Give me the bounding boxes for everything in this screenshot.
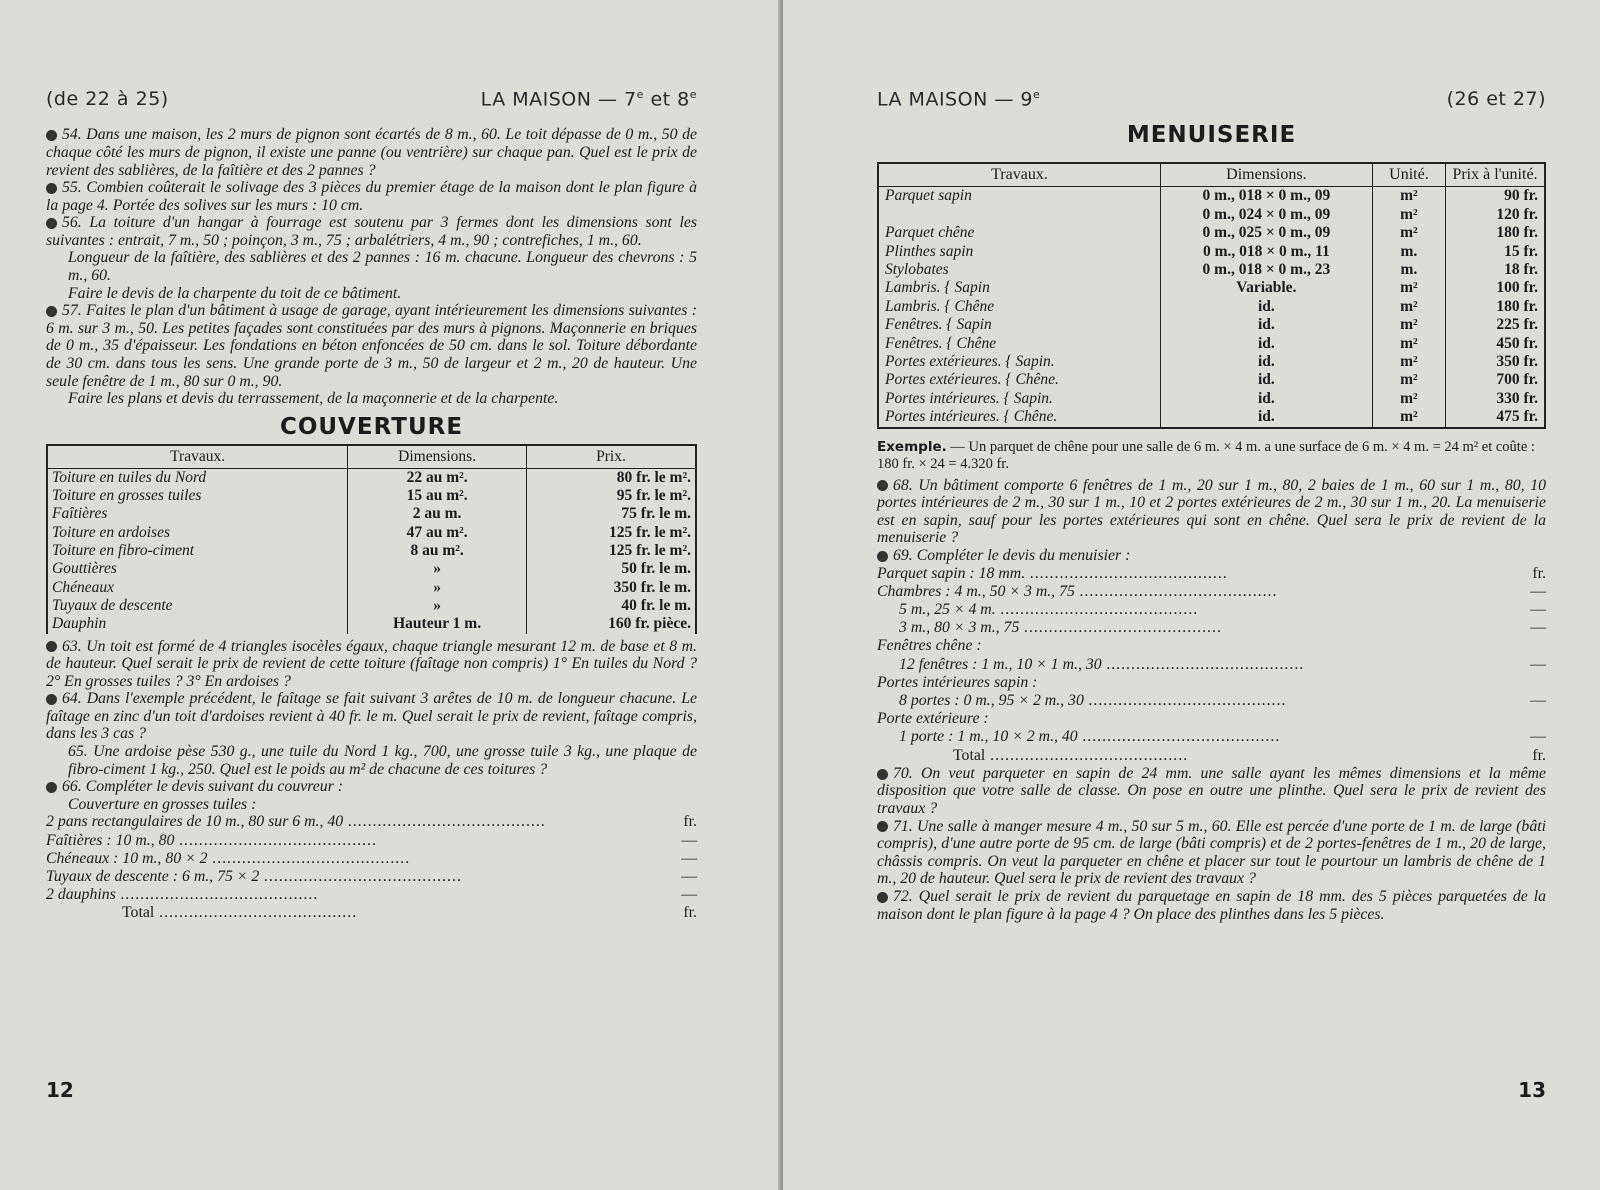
cell-dimensions: 0 m., 025 × 0 m., 09 [1160, 224, 1372, 242]
devis-line [877, 728, 1546, 746]
cell-dimensions: » [348, 560, 527, 578]
cell-unite: m² [1372, 279, 1445, 297]
bullet-icon [877, 892, 888, 903]
cell-unite: m² [1372, 390, 1445, 408]
exercise-54: 54. Dans une maison, les 2 murs de pignon sont écartés de 8 m., 60. Le toit dépasse de 0 m., 50 de chaque côté les murs de pignon, il existe une panne (ou ventrière) sur chaque pan. Quel est le prix de revient des sablières, de la faîtière et des 2 pannes ? [46, 126, 697, 179]
exercise-57-task: Faire les plans et devis du terrassement, de la maçonnerie et de la charpente. [68, 390, 559, 408]
exercise-70: 70. On veut parqueter en sapin de 24 mm. une salle ayant les mêmes dimensions et la même disposition que votre salle de classe. On pose en outre une plinthe. Quel sera le prix de revient des travaux ? [877, 764, 1546, 817]
cell-prix: 350 fr. [1446, 353, 1546, 371]
cell-prix: 700 fr. [1446, 371, 1546, 389]
devis-line-label: 5 m., 25 × 4 m. ..... [899, 601, 1199, 619]
cell-prix: 18 fr. [1446, 261, 1546, 279]
section-title-couverture: COUVERTURE [279, 413, 464, 440]
cell-travaux: Lambris. { Chêne [885, 297, 995, 315]
exercise-71: 71. Une salle à manger mesure 4 m., 50 sur 5 m., 60. Elle est percée d'une porte de 1 m. de large (bâti compris), d'une autre porte de 95 cm. de large (bâti compris) et de 2 portes-fenêtres de 1 m., 20 de large, châssis compris. On veut la parqueter en chêne et placer sur tout le pourtour un lambris de chêne de 1 m., 20 de hauteur. Quel sera le prix de revient des travaux ? [877, 817, 1546, 888]
cell-unite: m² [1372, 408, 1445, 427]
cell-unite: m² [1372, 371, 1445, 389]
cell-travaux [878, 206, 1160, 224]
table-row [48, 615, 695, 633]
bullet-icon [46, 183, 57, 194]
cell-dimensions: 47 au m². [348, 524, 527, 542]
total-label: Total [122, 904, 155, 922]
devis-line-amount [1516, 710, 1546, 728]
devis-line [877, 565, 1546, 583]
devis-line-label: 2 pans rectangulaires de 10 m., 80 sur 6 m., 40 ..... [46, 813, 546, 831]
cell-travaux: Toiture en grosses tuiles [52, 487, 202, 505]
devis-line-label: 2 dauphins ..... [46, 886, 319, 904]
cell-dimensions: 8 au m². [348, 542, 527, 560]
exercise-56-lengths: Longueur de la faîtière, des sablières et des 2 pannes : 16 m. chacune. Longueur des chevrons : 5 m., 60. [68, 249, 697, 285]
devis-line-amount [1516, 637, 1546, 655]
cell-travaux: Portes intérieures. { Chêne. [885, 408, 1058, 426]
table-row [48, 487, 695, 505]
running-header [46, 88, 697, 110]
cell-prix: 75 fr. le m. [526, 505, 695, 523]
exercise-64: 64. Dans l'exemple précédent, le faîtage se fait suivant 3 arêtes de 10 m. de longueur chacune. Le faîtage en zinc d'un toit d'ardoises revient à 40 fr. le m. Quel serait le prix de revient, faîtage compris, dans les 3 cas ? [46, 690, 697, 743]
exercise-69: 69. Compléter le devis du menuisier : [877, 547, 1546, 565]
exercise-57: 57. Faites le plan d'un bâtiment à usage de garage, ayant intérieurement les dimensions suivantes : 6 m. sur 3 m., 50. Les petites façades sont constituées par des murs à pignons. Maçonnerie en briques de 0 m., 35 d'épaisseur. Les fondations en béton enfoncées de 50 cm. dans le sol. Toiture débordante de 30 cm. dans tous les sens. Une grande porte de 3 m., 50 de largeur et 2 m., 20 de hauteur. Une seule fenêtre de 1 m., 80 sur 0 m., 90. [46, 302, 697, 390]
cell-dimensions: 2 au m. [348, 505, 527, 523]
cell-prix: 40 fr. le m. [526, 597, 695, 615]
devis-line [46, 886, 697, 904]
menuiserie-table [877, 162, 1546, 428]
table-row [878, 408, 1545, 427]
bullet-icon [877, 480, 888, 491]
exercise-72: 72. Quel serait le prix de revient du parquetage en sapin de 18 mm. des 5 pièces parquetées de la maison dont le plan figure à la page 4 ? On place des plinthes dans les 5 pièces. [877, 887, 1546, 923]
cell-travaux: Toiture en tuiles du Nord [52, 468, 207, 486]
page-number-left: 12 [46, 1078, 74, 1102]
devis-line [877, 583, 1546, 601]
cell-travaux: Gouttières [52, 560, 117, 578]
cell-dimensions: id. [1160, 371, 1372, 389]
cell-prix: 125 fr. le m². [526, 542, 695, 560]
page-range: (de 22 à 25) [46, 88, 169, 110]
devis-line-amount: fr. [1532, 564, 1546, 582]
cell-unite: m² [1372, 187, 1445, 206]
devis-line-label: 1 porte : 1 m., 10 × 2 m., 40 ..... [899, 728, 1281, 746]
table-row [48, 579, 695, 597]
section-title-menuiserie: MENUISERIE [1126, 122, 1297, 149]
cell-travaux: Toiture en fibro-ciment [52, 542, 195, 560]
table-row [878, 316, 1545, 334]
devis-total-row-right [877, 747, 1546, 765]
cell-prix: 90 fr. [1446, 187, 1546, 206]
devis-line-amount [1516, 674, 1546, 692]
col-header-dimensions: Dimensions. [1160, 163, 1372, 187]
cell-prix: 475 fr. [1446, 408, 1546, 427]
cell-prix: 330 fr. [1446, 390, 1546, 408]
devis-line [46, 868, 697, 886]
cell-prix: 15 fr. [1446, 243, 1546, 261]
cell-prix: 350 fr. le m. [526, 579, 695, 597]
cell-dimensions: 0 m., 024 × 0 m., 09 [1160, 206, 1372, 224]
cell-dimensions: Hauteur 1 m. [348, 615, 527, 633]
cell-travaux: Stylobates [885, 260, 949, 278]
cell-travaux: Portes extérieures. { Chêne. [885, 371, 1059, 389]
devis-line-label: Fenêtres chêne : [877, 637, 982, 655]
table-row [878, 298, 1545, 316]
cell-travaux: Tuyaux de descente [52, 596, 173, 614]
devis-line [877, 692, 1546, 710]
cell-travaux: Portes extérieures. { Sapin. [885, 352, 1055, 370]
cell-prix: 160 fr. pièce. [526, 615, 695, 633]
chapter-title: LA MAISON — 7e et 8e [480, 88, 697, 111]
devis-line-label: Faîtières : 10 m., 80 ..... [46, 832, 377, 850]
table-row [878, 390, 1545, 408]
total-label: Total [953, 746, 986, 764]
devis-line [877, 619, 1546, 637]
table-row [878, 353, 1545, 371]
running-header-right [877, 88, 1546, 110]
bullet-icon [877, 551, 888, 562]
exercise-66: 66. Compléter le devis suivant du couvreur : [46, 778, 697, 796]
bullet-icon [46, 782, 57, 793]
cell-dimensions: id. [1160, 335, 1372, 353]
cell-travaux: Faîtières [52, 505, 108, 523]
cell-prix: 180 fr. [1446, 298, 1546, 316]
devis-line-label: 12 fenêtres : 1 m., 10 × 1 m., 30 ..... [899, 656, 1305, 674]
bullet-icon [46, 130, 57, 141]
cell-prix: 225 fr. [1446, 316, 1546, 334]
devis-line-label: Porte extérieure : [877, 710, 989, 728]
exemple-note: Exemple. — Un parquet de chêne pour une salle de 6 m. × 4 m. a une surface de 6 m. × 4 m. = 24 m² et coûte : 180 fr. × 24 = 4.320 fr. [877, 438, 1535, 472]
devis-line-label: Parquet sapin : 18 mm. ..... [877, 565, 1228, 583]
devis-line-amount: — [681, 831, 697, 849]
devis-line-label: Chambres : 4 m., 50 × 3 m., 75 ..... [877, 583, 1278, 601]
cell-dimensions: id. [1160, 390, 1372, 408]
table-row [878, 187, 1545, 206]
devis-line [877, 637, 1546, 655]
cell-travaux: Chéneaux [52, 578, 114, 596]
cell-travaux: Fenêtres. { Chêne [885, 334, 997, 352]
bullet-icon [877, 769, 888, 780]
devis-line [46, 813, 697, 831]
devis-line-label: Chéneaux : 10 m., 80 × 2 ..... [46, 850, 411, 868]
table-row [48, 542, 695, 560]
col-header-travaux: Travaux. [878, 163, 1160, 187]
cell-prix: 95 fr. le m². [526, 487, 695, 505]
devis-line-amount: — [681, 868, 697, 886]
devis-line [877, 710, 1546, 728]
cell-dimensions: id. [1160, 316, 1372, 334]
exercise-55: 55. Combien coûterait le solivage des 3 pièces du premier étage de la maison dont le plan figure à la page 4. Portée des solives sur les murs : 10 cm. [46, 179, 697, 214]
page-range-right: (26 et 27) [1446, 88, 1546, 110]
exercise-56-task: Faire le devis de la charpente du toit de ce bâtiment. [68, 284, 402, 302]
table-row [48, 505, 695, 523]
table-row [878, 261, 1545, 279]
total-unit: fr. [683, 904, 697, 922]
chapter-title-right: LA MAISON — 9e [877, 88, 1041, 111]
table-row [48, 524, 695, 542]
devis-total-row [46, 904, 697, 922]
table-row [48, 468, 695, 487]
table-row [878, 206, 1545, 224]
cell-travaux: Parquet chêne [885, 224, 975, 242]
couverture-table [46, 444, 697, 634]
cell-travaux: Toiture en ardoises [52, 523, 170, 541]
devis-line [877, 674, 1546, 692]
bullet-icon [877, 821, 888, 832]
cell-prix: 120 fr. [1446, 206, 1546, 224]
cell-unite: m² [1372, 316, 1445, 334]
cell-unite: m. [1372, 243, 1445, 261]
exercise-63: 63. Un toit est formé de 4 triangles isocèles égaux, chaque triangle mesurant 12 m. de base et 8 m. de hauteur. Quel serait le prix de revient de cette toiture (faîtage non compris) 1° En tuiles du Nord ? 2° En grosses tuiles ? 3° En ardoises ? [46, 637, 697, 690]
menuisier-devis [877, 565, 1546, 747]
cell-travaux: Portes intérieures. { Sapin. [885, 389, 1053, 407]
cell-unite: m² [1372, 335, 1445, 353]
cell-prix: 125 fr. le m². [526, 524, 695, 542]
cell-dimensions: 0 m., 018 × 0 m., 23 [1160, 261, 1372, 279]
exercise-68: 68. Un bâtiment comporte 6 fenêtres de 1 m., 20 sur 1 m., 80, 2 baies de 1 m., 60 sur 1 m., 80, 10 portes intérieures de 2 m., 30 sur 1 m., 10 et 2 portes extérieures de 2 m., 30 sur 1 m., 20. La menuiserie est en sapin, sauf pour les portes extérieures qui sont en chêne. Quel sera le prix de revient de la menuiserie ? [877, 476, 1546, 547]
bullet-icon [46, 218, 57, 229]
bullet-icon [46, 641, 57, 652]
devis-line-amount: fr. [683, 813, 697, 831]
devis-line-amount: — [681, 886, 697, 904]
devis-line [877, 656, 1546, 674]
table-row [878, 335, 1545, 353]
couvreur-devis [46, 813, 697, 904]
devis-line [46, 850, 697, 868]
cell-dimensions: id. [1160, 408, 1372, 427]
col-header-prix: Prix. [526, 446, 695, 469]
devis-line [877, 601, 1546, 619]
page-number-right: 13 [1518, 1078, 1546, 1102]
exercise-56: 56. La toiture d'un hangar à fourrage est soutenu par 3 fermes dont les dimensions sont les suivantes : entrait, 7 m., 50 ; poinçon, 3 m., 75 ; arbalétriers, 4 m., 90 ; contrefiches, 1 m., 60. [46, 214, 697, 249]
cell-travaux: Lambris. { Sapin [885, 279, 990, 297]
total-unit: fr. [1532, 746, 1546, 764]
exercise-66-subtitle: Couverture en grosses tuiles : [68, 795, 257, 813]
col-header-unite: Unité. [1372, 163, 1445, 187]
table-row [48, 560, 695, 578]
col-header-prix-unite: Prix à l'unité. [1446, 163, 1546, 187]
cell-unite: m² [1372, 353, 1445, 371]
devis-line-label: 3 m., 80 × 3 m., 75 ..... [899, 619, 1222, 637]
cell-unite: m² [1372, 206, 1445, 224]
cell-prix: 50 fr. le m. [526, 560, 695, 578]
cell-prix: 450 fr. [1446, 335, 1546, 353]
right-page [783, 0, 1600, 1190]
bullet-icon [46, 306, 57, 317]
devis-line-amount: — [1530, 728, 1546, 746]
table-row [878, 371, 1545, 389]
table-row [878, 243, 1545, 261]
cell-dimensions: » [348, 597, 527, 615]
cell-dimensions: 22 au m². [348, 468, 527, 487]
devis-line-label: Tuyaux de descente : 6 m., 75 × 2 ..... [46, 868, 462, 886]
devis-line-amount: — [1530, 692, 1546, 709]
cell-unite: m² [1372, 224, 1445, 242]
cell-unite: m² [1372, 298, 1445, 316]
table-row [878, 279, 1545, 297]
cell-travaux: Dauphin [52, 615, 107, 633]
devis-line-label: Portes intérieures sapin : [877, 673, 1038, 691]
cell-prix: 100 fr. [1446, 279, 1546, 297]
devis-line-amount: — [1530, 619, 1546, 637]
devis-line-label: 8 portes : 0 m., 95 × 2 m., 30 ..... [899, 692, 1287, 710]
cell-unite: m. [1372, 261, 1445, 279]
exercise-65: 65. Une ardoise pèse 530 g., une tuile du Nord 1 kg., 700, une grosse tuile 3 kg., une plaque de fibro-ciment 1 kg., 250. Quel est le poids au m² de chacune de ces toitures ? [68, 743, 697, 778]
cell-travaux: Parquet sapin [885, 187, 972, 205]
cell-dimensions: 0 m., 018 × 0 m., 11 [1160, 243, 1372, 261]
table-row [48, 597, 695, 615]
cell-dimensions: 0 m., 018 × 0 m., 09 [1160, 187, 1372, 206]
devis-line-amount: — [1530, 655, 1546, 673]
cell-travaux: Plinthes sapin [885, 242, 974, 260]
cell-dimensions: id. [1160, 353, 1372, 371]
col-header-dimensions: Dimensions. [348, 446, 527, 469]
col-header-travaux: Travaux. [48, 446, 348, 469]
cell-prix: 180 fr. [1446, 224, 1546, 242]
cell-dimensions: Variable. [1160, 279, 1372, 297]
cell-dimensions: 15 au m². [348, 487, 527, 505]
cell-dimensions: » [348, 579, 527, 597]
left-page [0, 0, 783, 1190]
devis-line-amount: — [1530, 600, 1546, 618]
table-row [878, 224, 1545, 242]
bullet-icon [46, 694, 57, 705]
devis-line-amount: — [681, 849, 697, 867]
devis-line-amount: — [1530, 582, 1546, 600]
cell-dimensions: id. [1160, 298, 1372, 316]
devis-line [46, 832, 697, 850]
cell-prix: 80 fr. le m². [526, 468, 695, 487]
cell-travaux: Fenêtres. { Sapin [885, 316, 992, 334]
